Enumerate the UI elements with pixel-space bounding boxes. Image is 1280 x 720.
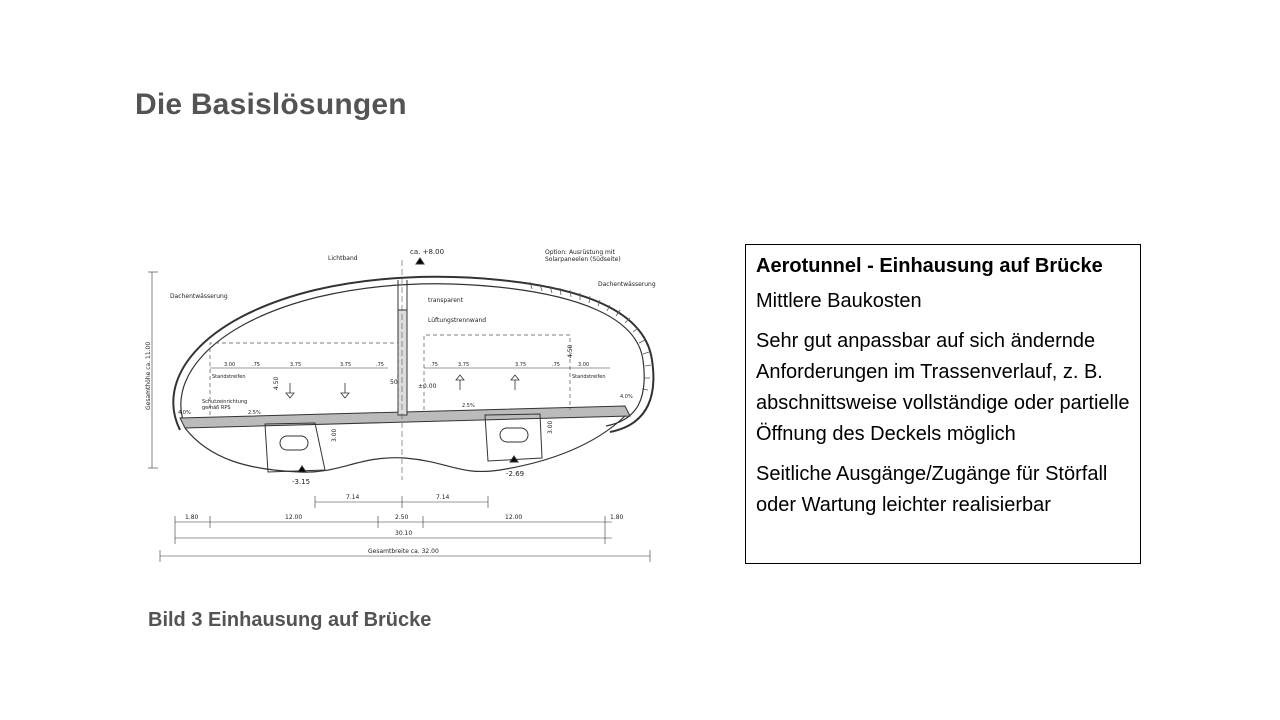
dim-row2-1: 1.80 (185, 514, 199, 521)
lane-width-right-5: 3.00 (578, 362, 590, 368)
label-schutz2: gemäß RPS (202, 405, 231, 411)
label-lichtband: Lichtband (328, 255, 358, 262)
dim-row2-3: 2.50 (395, 514, 409, 521)
clearance-right (424, 335, 570, 410)
lane-width-left-4: 3.75 (340, 362, 352, 368)
info-item-cost: Mittlere Baukosten (756, 290, 922, 312)
dim-row2-5: 1.80 (610, 514, 624, 521)
label-h450-right: 4.50 (567, 344, 574, 358)
label-h300-left: 3.00 (331, 428, 338, 442)
box-girder-right (485, 414, 542, 461)
label-standstreifen-right: Standstreifen (572, 374, 606, 380)
label-level-right: -2.69 (506, 470, 525, 478)
label-slope-left: 2.5% (248, 410, 261, 416)
lane-width-right-2: 3.75 (458, 362, 470, 368)
dim-row1-right: 7.14 (436, 494, 450, 501)
label-option: Option: Ausrüstung mit (545, 249, 615, 256)
info-item-adaptability: Sehr gut anpassbar auf sich ändernde Anforderungen im Trassenverlauf, z. B. abschnittsweise vollständige oder partielle Öffnung des Deckels möglich (756, 330, 1130, 445)
label-dach-left: Dachentwässerung (170, 293, 228, 300)
box-girder-left (265, 423, 325, 472)
label-h450-left: 4.50 (273, 376, 280, 390)
label-zero: ±0.00 (418, 383, 437, 390)
label-dach-right: Dachentwässerung (598, 281, 656, 288)
label-level-left: -3.15 (292, 478, 311, 486)
label-transparent: transparent (428, 297, 464, 304)
dim-row2-2: 12.00 (285, 514, 303, 521)
label-option2: Solarpaneelen (Südseite) (545, 256, 621, 263)
label-gap-50: 50 (390, 379, 398, 386)
lane-width-right-4: .75 (552, 362, 560, 368)
label-kerb-left: 4.0% (178, 410, 191, 416)
lane-width-right-3: 3.75 (515, 362, 527, 368)
lane-width-left-1: 3.00 (224, 362, 236, 368)
label-lueftung: Lüftungstrennwand (428, 317, 487, 324)
label-h300-right: 3.00 (547, 420, 554, 434)
slide-title: Die Basislösungen (135, 88, 407, 121)
info-box (745, 244, 1141, 564)
lane-width-left-3: 3.75 (290, 362, 302, 368)
lane-width-right-1: .75 (430, 362, 438, 368)
lane-width-left-5: .75 (376, 362, 384, 368)
label-kerb-right: 4.0% (620, 394, 633, 400)
label-standstreifen-left: Standstreifen (212, 374, 246, 380)
info-item-exits: Seitliche Ausgänge/Zugänge für Störfall oder Wartung leichter realisierbar (756, 463, 1108, 516)
label-slope-right: 2.5% (462, 403, 475, 409)
label-top-level: ca. +8.00 (410, 248, 445, 256)
dim-total: 30.10 (395, 530, 413, 537)
dim-overall: Gesamtbreite ca. 32.00 (368, 548, 439, 555)
label-total-height: Gesamthöhe ca. 11.00 (145, 341, 152, 410)
ventilation-wall (398, 310, 407, 415)
info-box-heading: Aerotunnel - Einhausung auf Brücke (756, 255, 1103, 277)
bridge-cross-section-drawing (140, 240, 660, 570)
lane-width-left-2: .75 (252, 362, 260, 368)
figure-caption: Bild 3 Einhausung auf Brücke (148, 609, 432, 631)
dim-row1-left: 7.14 (346, 494, 360, 501)
tunnel-shell-inner (181, 284, 644, 428)
label-schutz: Schutzeinrichtung (202, 399, 248, 405)
dim-row2-4: 12.00 (505, 514, 523, 521)
